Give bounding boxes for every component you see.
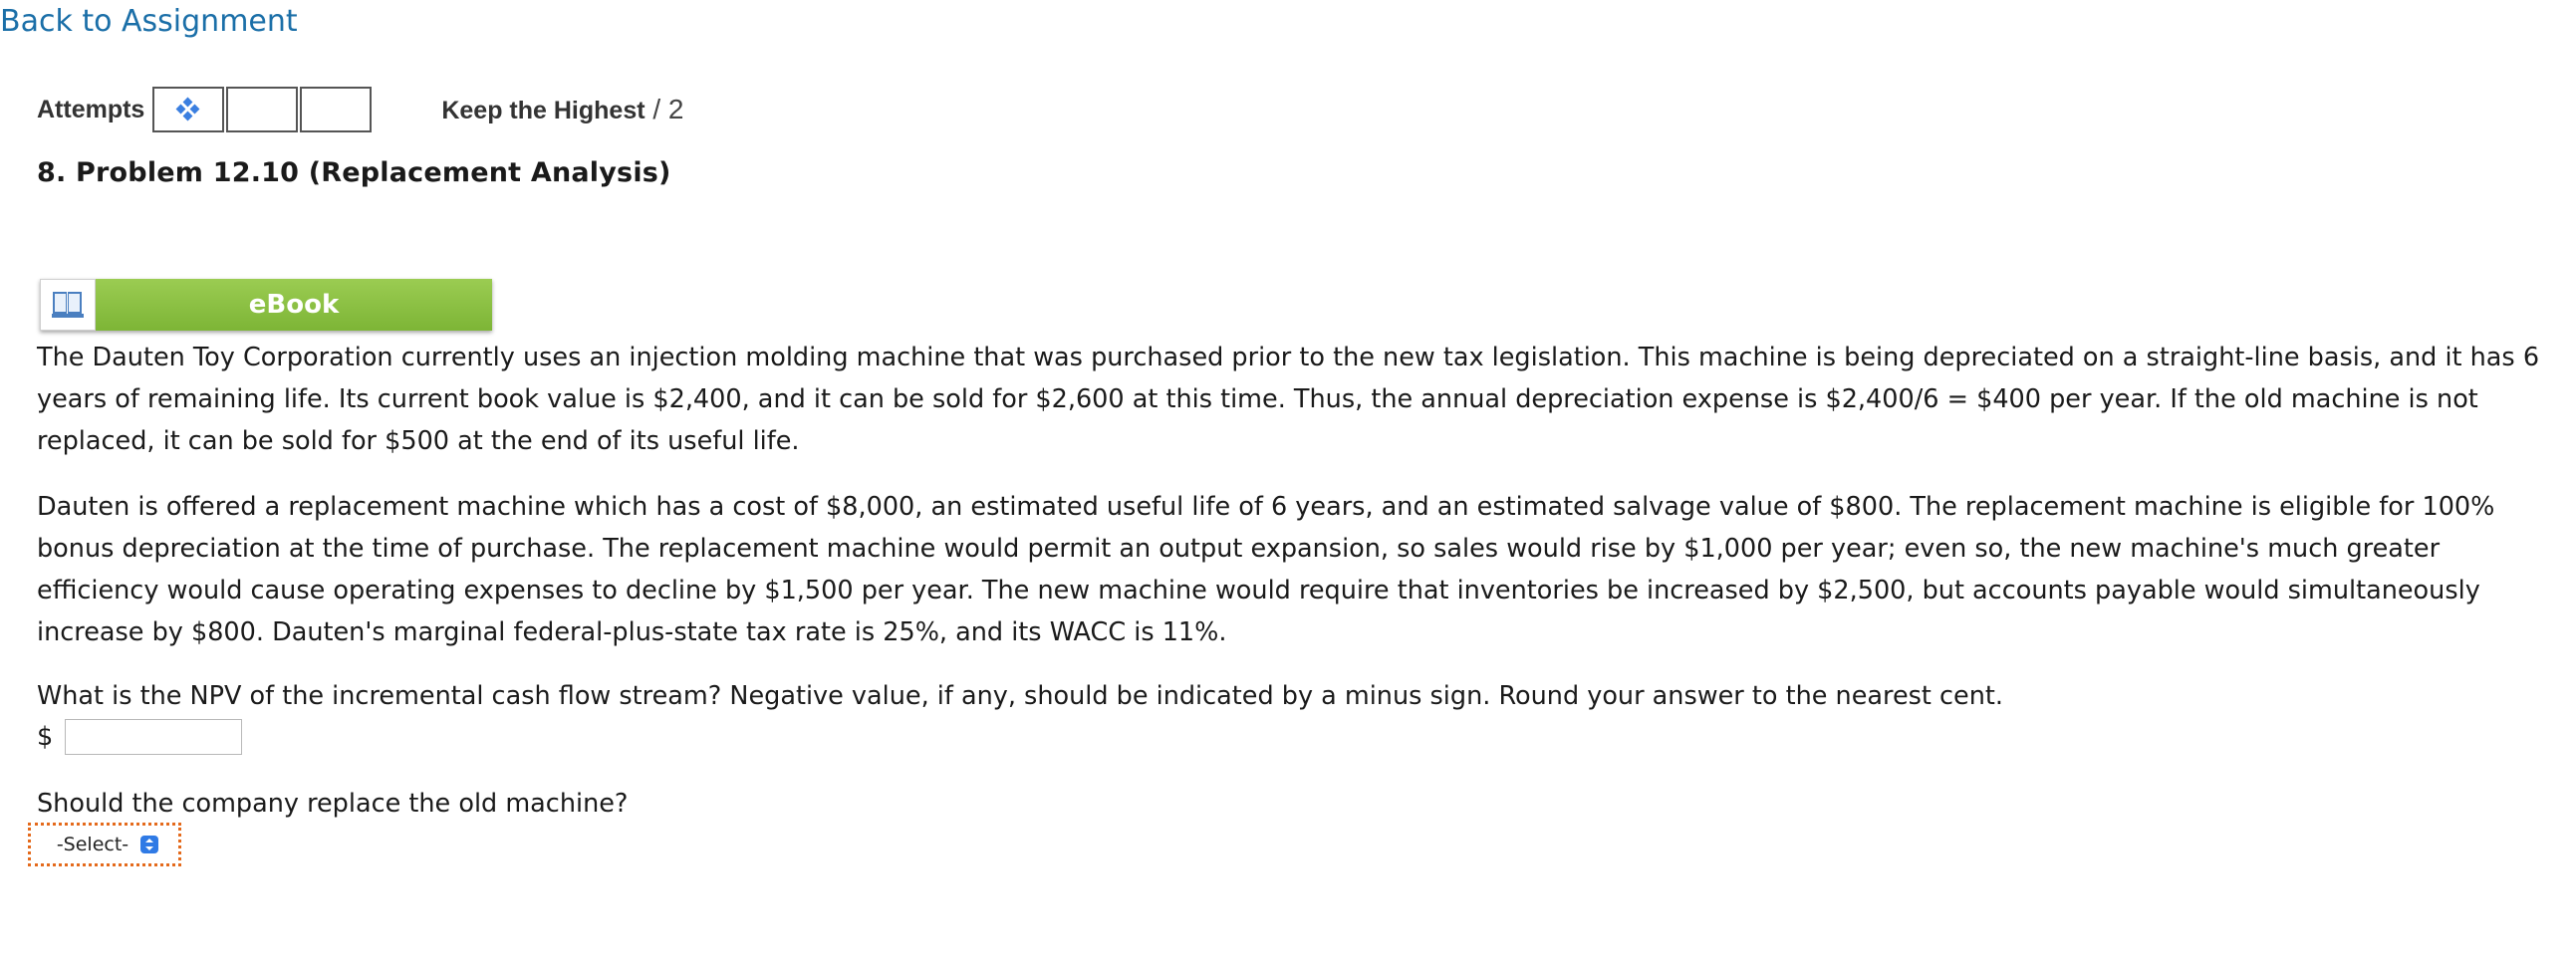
replace-select-focus-outline	[28, 823, 181, 866]
back-to-assignment-link[interactable]: Back to Assignment	[0, 4, 298, 39]
ebook-label: eBook	[96, 279, 492, 331]
max-points: / 2	[644, 94, 684, 124]
replace-select[interactable]	[47, 831, 162, 858]
ebook-icon-cell	[40, 279, 96, 331]
attempt-box-2	[226, 87, 298, 132]
npv-answer-row	[37, 719, 242, 755]
attempt-boxes	[152, 87, 374, 132]
keep-highest-label: Keep the Highest	[441, 97, 645, 124]
problem-paragraph-2: Dauten is offered a replacement machine which has a cost of $8,000, an estimated useful life of 6 years, and an estimated salvage value of $800. The replacement machine is eligible for 100% bonus depreciation at the time of purchase. The replacement machine would permit an output expansion, so sales would rise by $1,000 per year; even so, the new machine's much greater efficiency would cause operating expenses to decline by $1,500 per year. The new machine would require that inventories be increased by $2,500, but accounts payable would simultaneously increase by $800. Dauten's marginal federal-plus-state tax rate is 25%, and its WACC is 11%.	[37, 492, 2495, 647]
attempt-box-1	[152, 87, 224, 132]
score-policy	[441, 94, 683, 125]
up-down-chevron-icon	[140, 836, 158, 853]
problem-paragraph-1: The Dauten Toy Corporation currently uses an injection molding machine that was purchased prior to the new tax legislation. This machine is being depreciated on a straight-line basis, and it has 6 years of remaining life. Its current book value is $2,400, and it can be sold for $2,600 at this time. Thus, the annual depreciation expense is $2,400/6 = $400 per year. If the old machine is not replaced, it can be sold for $500 at the end of its useful life.	[37, 343, 2540, 456]
npv-question: What is the NPV of the incremental cash flow stream? Negative value, if any, should be indicated by a minus sign. Round your answer to the nearest cent.	[37, 681, 2003, 711]
select-value: -Select-	[56, 834, 129, 855]
npv-answer-input[interactable]	[65, 719, 242, 755]
attempts-label: Attempts	[37, 95, 145, 123]
attempts-row	[37, 85, 683, 134]
currency-symbol: $	[37, 722, 54, 752]
ebook-button[interactable]	[40, 279, 492, 331]
problem-title: 8. Problem 12.10 (Replacement Analysis)	[37, 157, 671, 188]
replace-question: Should the company replace the old machine?	[37, 789, 629, 819]
book-icon	[52, 292, 84, 318]
attempt-box-3	[300, 87, 372, 132]
in-progress-dots-icon	[177, 99, 199, 120]
